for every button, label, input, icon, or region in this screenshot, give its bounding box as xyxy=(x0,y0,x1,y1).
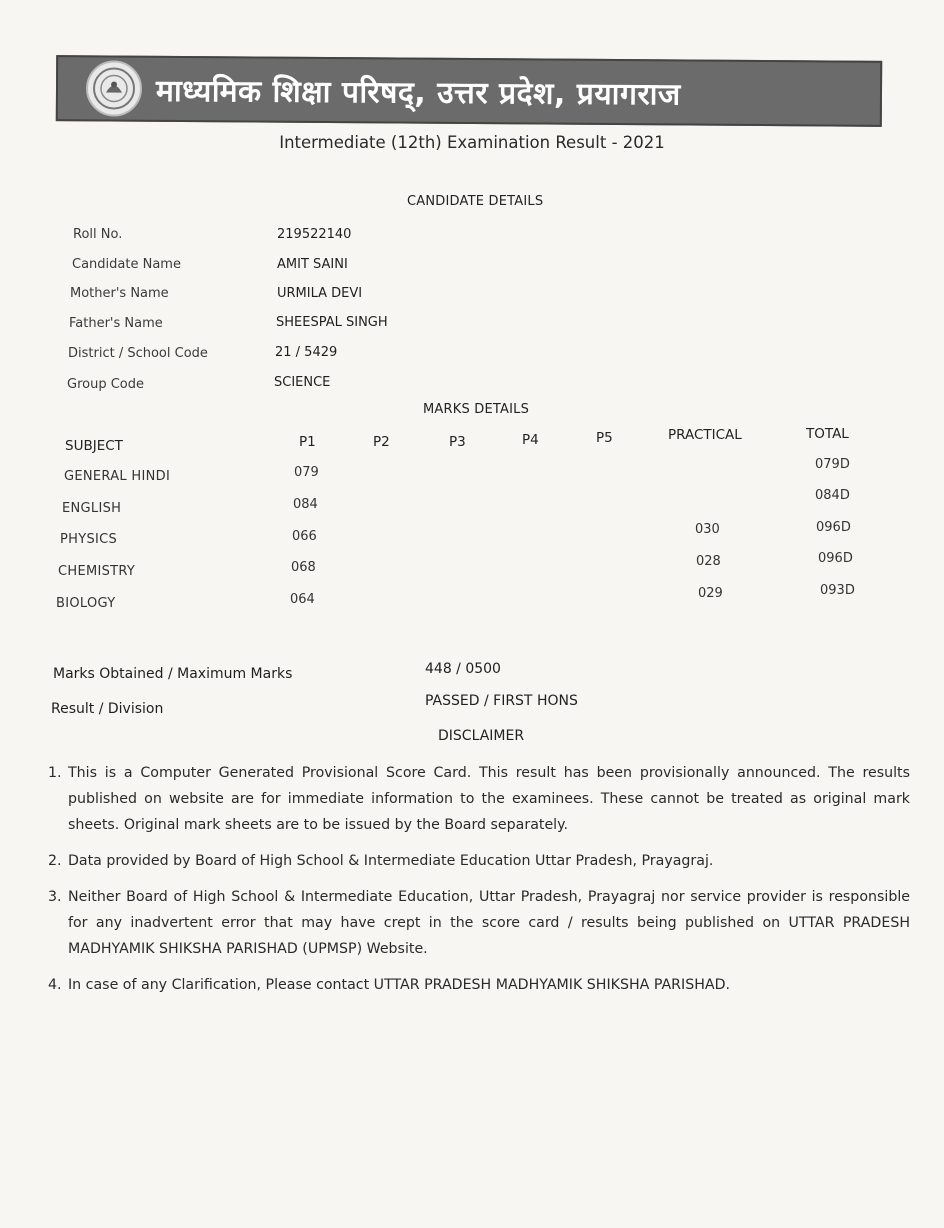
up-government-seal-icon xyxy=(86,60,142,116)
col-p1: P1 xyxy=(299,434,316,450)
district-school-code-value: 21 / 5429 xyxy=(275,345,338,360)
col-p5: P5 xyxy=(596,430,613,446)
disclaimer-item-number: 1. xyxy=(48,765,62,781)
table-row-total: 079D xyxy=(815,457,850,472)
board-header-banner xyxy=(56,55,882,127)
table-row-total: 096D xyxy=(816,520,851,535)
disclaimer-item xyxy=(44,884,910,962)
col-total: TOTAL xyxy=(806,426,849,442)
group-code-label: Group Code xyxy=(67,377,144,392)
table-row-subject: GENERAL HINDI xyxy=(64,469,171,484)
candidate-name-value: AMIT SAINI xyxy=(277,257,348,272)
disclaimer-item-number: 2. xyxy=(48,853,62,869)
table-row-p1: 079 xyxy=(294,465,319,480)
father-name-value: SHEESPAL SINGH xyxy=(276,315,388,330)
disclaimer-item-text: Neither Board of High School & Intermediate Education, Uttar Pradesh, Prayagraj nor service provider is responsible for any inadvertent error that may have crept in the score card / results being published on UTTAR PRADESH MADHYAMIK SHIKSHA PARISHAD (UPMSP) Website. xyxy=(68,889,910,957)
candidate-details-heading: CANDIDATE DETAILS xyxy=(407,194,544,209)
father-name-label: Father's Name xyxy=(69,316,163,331)
roll-no-label: Roll No. xyxy=(73,227,123,242)
mother-name-label: Mother's Name xyxy=(70,286,169,301)
col-practical: PRACTICAL xyxy=(668,427,742,443)
disclaimer-item xyxy=(44,972,910,998)
candidate-name-label: Candidate Name xyxy=(72,257,181,272)
marks-obtained-value: 448 / 0500 xyxy=(425,661,501,677)
mother-name-value: URMILA DEVI xyxy=(277,286,363,301)
table-row-p1: 066 xyxy=(292,529,317,544)
disclaimer-item-number: 3. xyxy=(48,889,62,905)
board-title: माध्यमिक शिक्षा परिषद्, उत्तर प्रदेश, प्रयागराज xyxy=(155,73,681,112)
table-row-total: 096D xyxy=(818,551,853,566)
result-division-value: PASSED / FIRST HONS xyxy=(425,693,578,709)
table-row-total: 084D xyxy=(815,488,850,503)
table-row-subject: BIOLOGY xyxy=(56,596,116,611)
disclaimer-item-text: In case of any Clarification, Please contact UTTAR PRADESH MADHYAMIK SHIKSHA PARISHAD. xyxy=(68,977,731,993)
district-school-code-label: District / School Code xyxy=(68,346,208,361)
table-row-total: 093D xyxy=(820,583,855,598)
roll-no-value: 219522140 xyxy=(277,227,352,242)
table-row-practical: 030 xyxy=(695,522,720,537)
marks-obtained-label: Marks Obtained / Maximum Marks xyxy=(53,666,293,682)
disclaimer-item xyxy=(44,760,910,838)
table-row-subject: CHEMISTRY xyxy=(58,564,136,579)
disclaimer-item-number: 4. xyxy=(48,977,62,993)
table-row-subject: PHYSICS xyxy=(60,532,118,547)
disclaimer-list xyxy=(44,760,910,1008)
table-row-p1: 084 xyxy=(293,497,318,512)
disclaimer-item xyxy=(44,848,910,874)
result-division-label: Result / Division xyxy=(51,701,164,717)
disclaimer-item-text: Data provided by Board of High School & Intermediate Education Uttar Pradesh, Prayagraj. xyxy=(68,853,714,869)
table-row-p1: 064 xyxy=(290,592,315,607)
col-subject: SUBJECT xyxy=(65,438,123,454)
disclaimer-heading: DISCLAIMER xyxy=(438,728,525,744)
table-row-practical: 029 xyxy=(698,586,723,601)
col-p3: P3 xyxy=(449,434,466,450)
table-row-practical: 028 xyxy=(696,554,721,569)
group-code-value: SCIENCE xyxy=(274,375,331,390)
col-p2: P2 xyxy=(373,434,390,450)
disclaimer-item-text: This is a Computer Generated Provisional Score Card. This result has been provisionally announced. The results published on website are for immediate information to the examinees. These cannot be treated as original mark sheets. Original mark sheets are to be issued by the Board separately. xyxy=(68,765,910,833)
col-p4: P4 xyxy=(522,432,539,448)
table-row-p1: 068 xyxy=(291,560,316,575)
exam-title: Intermediate (12th) Examination Result - 2021 xyxy=(279,133,665,152)
marks-details-heading: MARKS DETAILS xyxy=(423,402,530,417)
table-row-subject: ENGLISH xyxy=(62,501,122,516)
